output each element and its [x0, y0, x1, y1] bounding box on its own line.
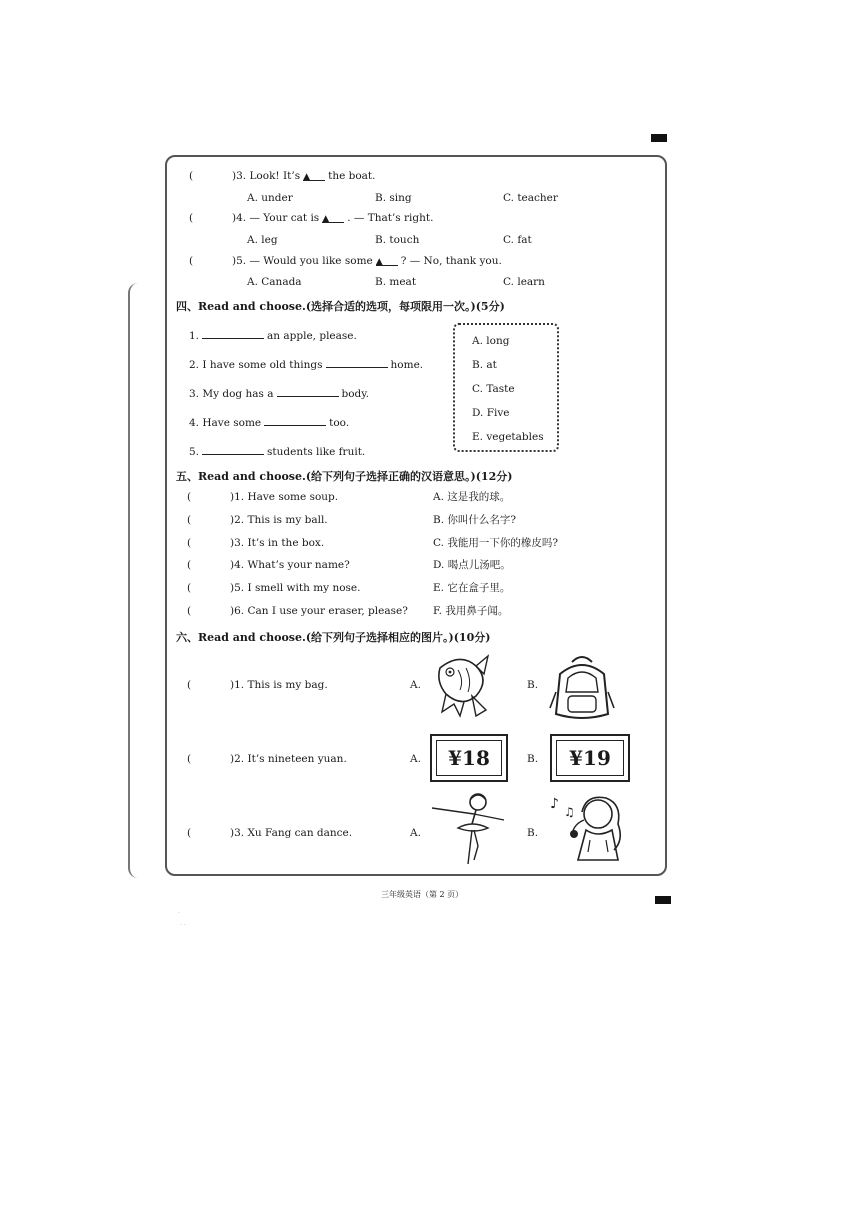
answer-paren: (: [187, 582, 192, 594]
option-a-label: A.: [410, 753, 421, 765]
triangle-icon: ▲: [375, 257, 383, 267]
question-4: [232, 212, 433, 225]
answer-paren: (: [187, 514, 192, 526]
registration-mark-top: [651, 134, 667, 142]
registration-mark-bottom: [655, 896, 671, 904]
fill-item-3: 3. My dog has a body.: [189, 388, 370, 400]
word-option: E. vegetables: [472, 431, 544, 443]
question-5: [232, 255, 502, 268]
sentence-5: )5. I smell with my nose.: [230, 582, 361, 594]
translation-f: F. 我用鼻子闻。: [433, 605, 509, 617]
singing-girl-picture: [548, 790, 632, 864]
fish-picture: [432, 650, 492, 720]
section-4-heading: 四、Read and choose.(选择合适的选项，每项限用一次。)(5分): [176, 300, 505, 313]
answer-blank: [264, 415, 326, 426]
answer-paren: (: [187, 559, 192, 571]
question-text-end: . — That’s right.: [347, 212, 434, 224]
translation-d: D. 喝点儿汤吧。: [433, 559, 511, 571]
section-6-heading: 六、Read and choose.(给下列句子选择相应的图片。)(10分): [176, 631, 491, 644]
price-text: ¥18: [436, 740, 502, 776]
answer-paren: (: [187, 491, 192, 503]
svg-text:♫: ♫: [564, 805, 575, 819]
scan-speck: ·: [178, 910, 180, 917]
answer-blank: [202, 444, 264, 455]
option-b-label: B.: [527, 679, 539, 691]
question-text: )4. — Your cat is: [232, 212, 320, 224]
option-b: B. meat: [375, 276, 417, 288]
price-text: ¥19: [556, 740, 624, 776]
answer-paren: (: [189, 255, 194, 267]
answer-paren: (: [187, 827, 192, 839]
answer-blank: [303, 170, 325, 181]
option-a: A. leg: [247, 234, 278, 246]
question-text: )3. Look! It’s: [232, 170, 301, 182]
answer-blank: [277, 386, 339, 397]
option-c: C. fat: [503, 234, 532, 246]
answer-paren: (: [187, 537, 192, 549]
option-b-label: B.: [527, 753, 539, 765]
question-3: [232, 170, 376, 183]
answer-blank: [322, 212, 344, 223]
option-b-label: B.: [527, 827, 539, 839]
picture-question-3: )3. Xu Fang can dance.: [230, 827, 353, 839]
price-ticket-18: [430, 734, 508, 782]
fill-item-1: 1. an apple, please.: [189, 330, 357, 342]
binding-margin-line: [128, 283, 138, 878]
question-text-end: the boat.: [328, 170, 376, 182]
section-5-heading: 五、Read and choose.(给下列句子选择正确的汉语意思。)(12分): [176, 470, 513, 483]
answer-blank: [202, 328, 264, 339]
translation-e: E. 它在盒子里。: [433, 582, 511, 594]
sentence-2: )2. This is my ball.: [230, 514, 328, 526]
word-option: C. Taste: [472, 383, 515, 395]
answer-paren: (: [187, 605, 192, 617]
option-b: B. touch: [375, 234, 420, 246]
answer-paren: (: [187, 753, 192, 765]
svg-text:♪: ♪: [550, 796, 559, 812]
fill-item-2: 2. I have some old things home.: [189, 359, 424, 371]
translation-c: C. 我能用一下你的橡皮吗?: [433, 537, 558, 549]
fill-item-5: 5. students like fruit.: [189, 446, 366, 458]
sentence-4: )4. What’s your name?: [230, 559, 350, 571]
answer-paren: (: [187, 679, 192, 691]
answer-blank: [376, 255, 398, 266]
question-text: )5. — Would you like some: [232, 255, 373, 267]
backpack-picture: [548, 652, 616, 722]
ballet-dancer-picture: [430, 790, 506, 866]
option-c: C. teacher: [503, 192, 558, 204]
sentence-6: )6. Can I use your eraser, please?: [230, 605, 408, 617]
word-option: D. Five: [472, 407, 510, 419]
translation-b: B. 你叫什么名字?: [433, 514, 517, 526]
question-text-end: ? — No, thank you.: [400, 255, 502, 267]
sentence-1: )1. Have some soup.: [230, 491, 339, 503]
option-a-label: A.: [410, 827, 421, 839]
option-a: A. under: [247, 192, 293, 204]
page-footer: 三年级英语（第 2 页）: [381, 890, 464, 899]
option-a: A. Canada: [247, 276, 302, 288]
option-c: C. learn: [503, 276, 545, 288]
fill-item-4: 4. Have some too.: [189, 417, 350, 429]
scan-speck: · ·: [180, 922, 186, 929]
triangle-icon: ▲: [303, 172, 311, 182]
picture-question-2: )2. It’s nineteen yuan.: [230, 753, 347, 765]
picture-question-1: )1. This is my bag.: [230, 679, 328, 691]
translation-a: A. 这是我的球。: [433, 491, 511, 503]
option-b: B. sing: [375, 192, 412, 204]
answer-paren: (: [189, 170, 194, 182]
option-a-label: A.: [410, 679, 421, 691]
word-option: A. long: [472, 335, 510, 347]
answer-paren: (: [189, 212, 194, 224]
word-option: B. at: [472, 359, 497, 371]
triangle-icon: ▲: [322, 214, 330, 224]
price-ticket-19: [550, 734, 630, 782]
sentence-3: )3. It’s in the box.: [230, 537, 325, 549]
answer-blank: [326, 357, 388, 368]
